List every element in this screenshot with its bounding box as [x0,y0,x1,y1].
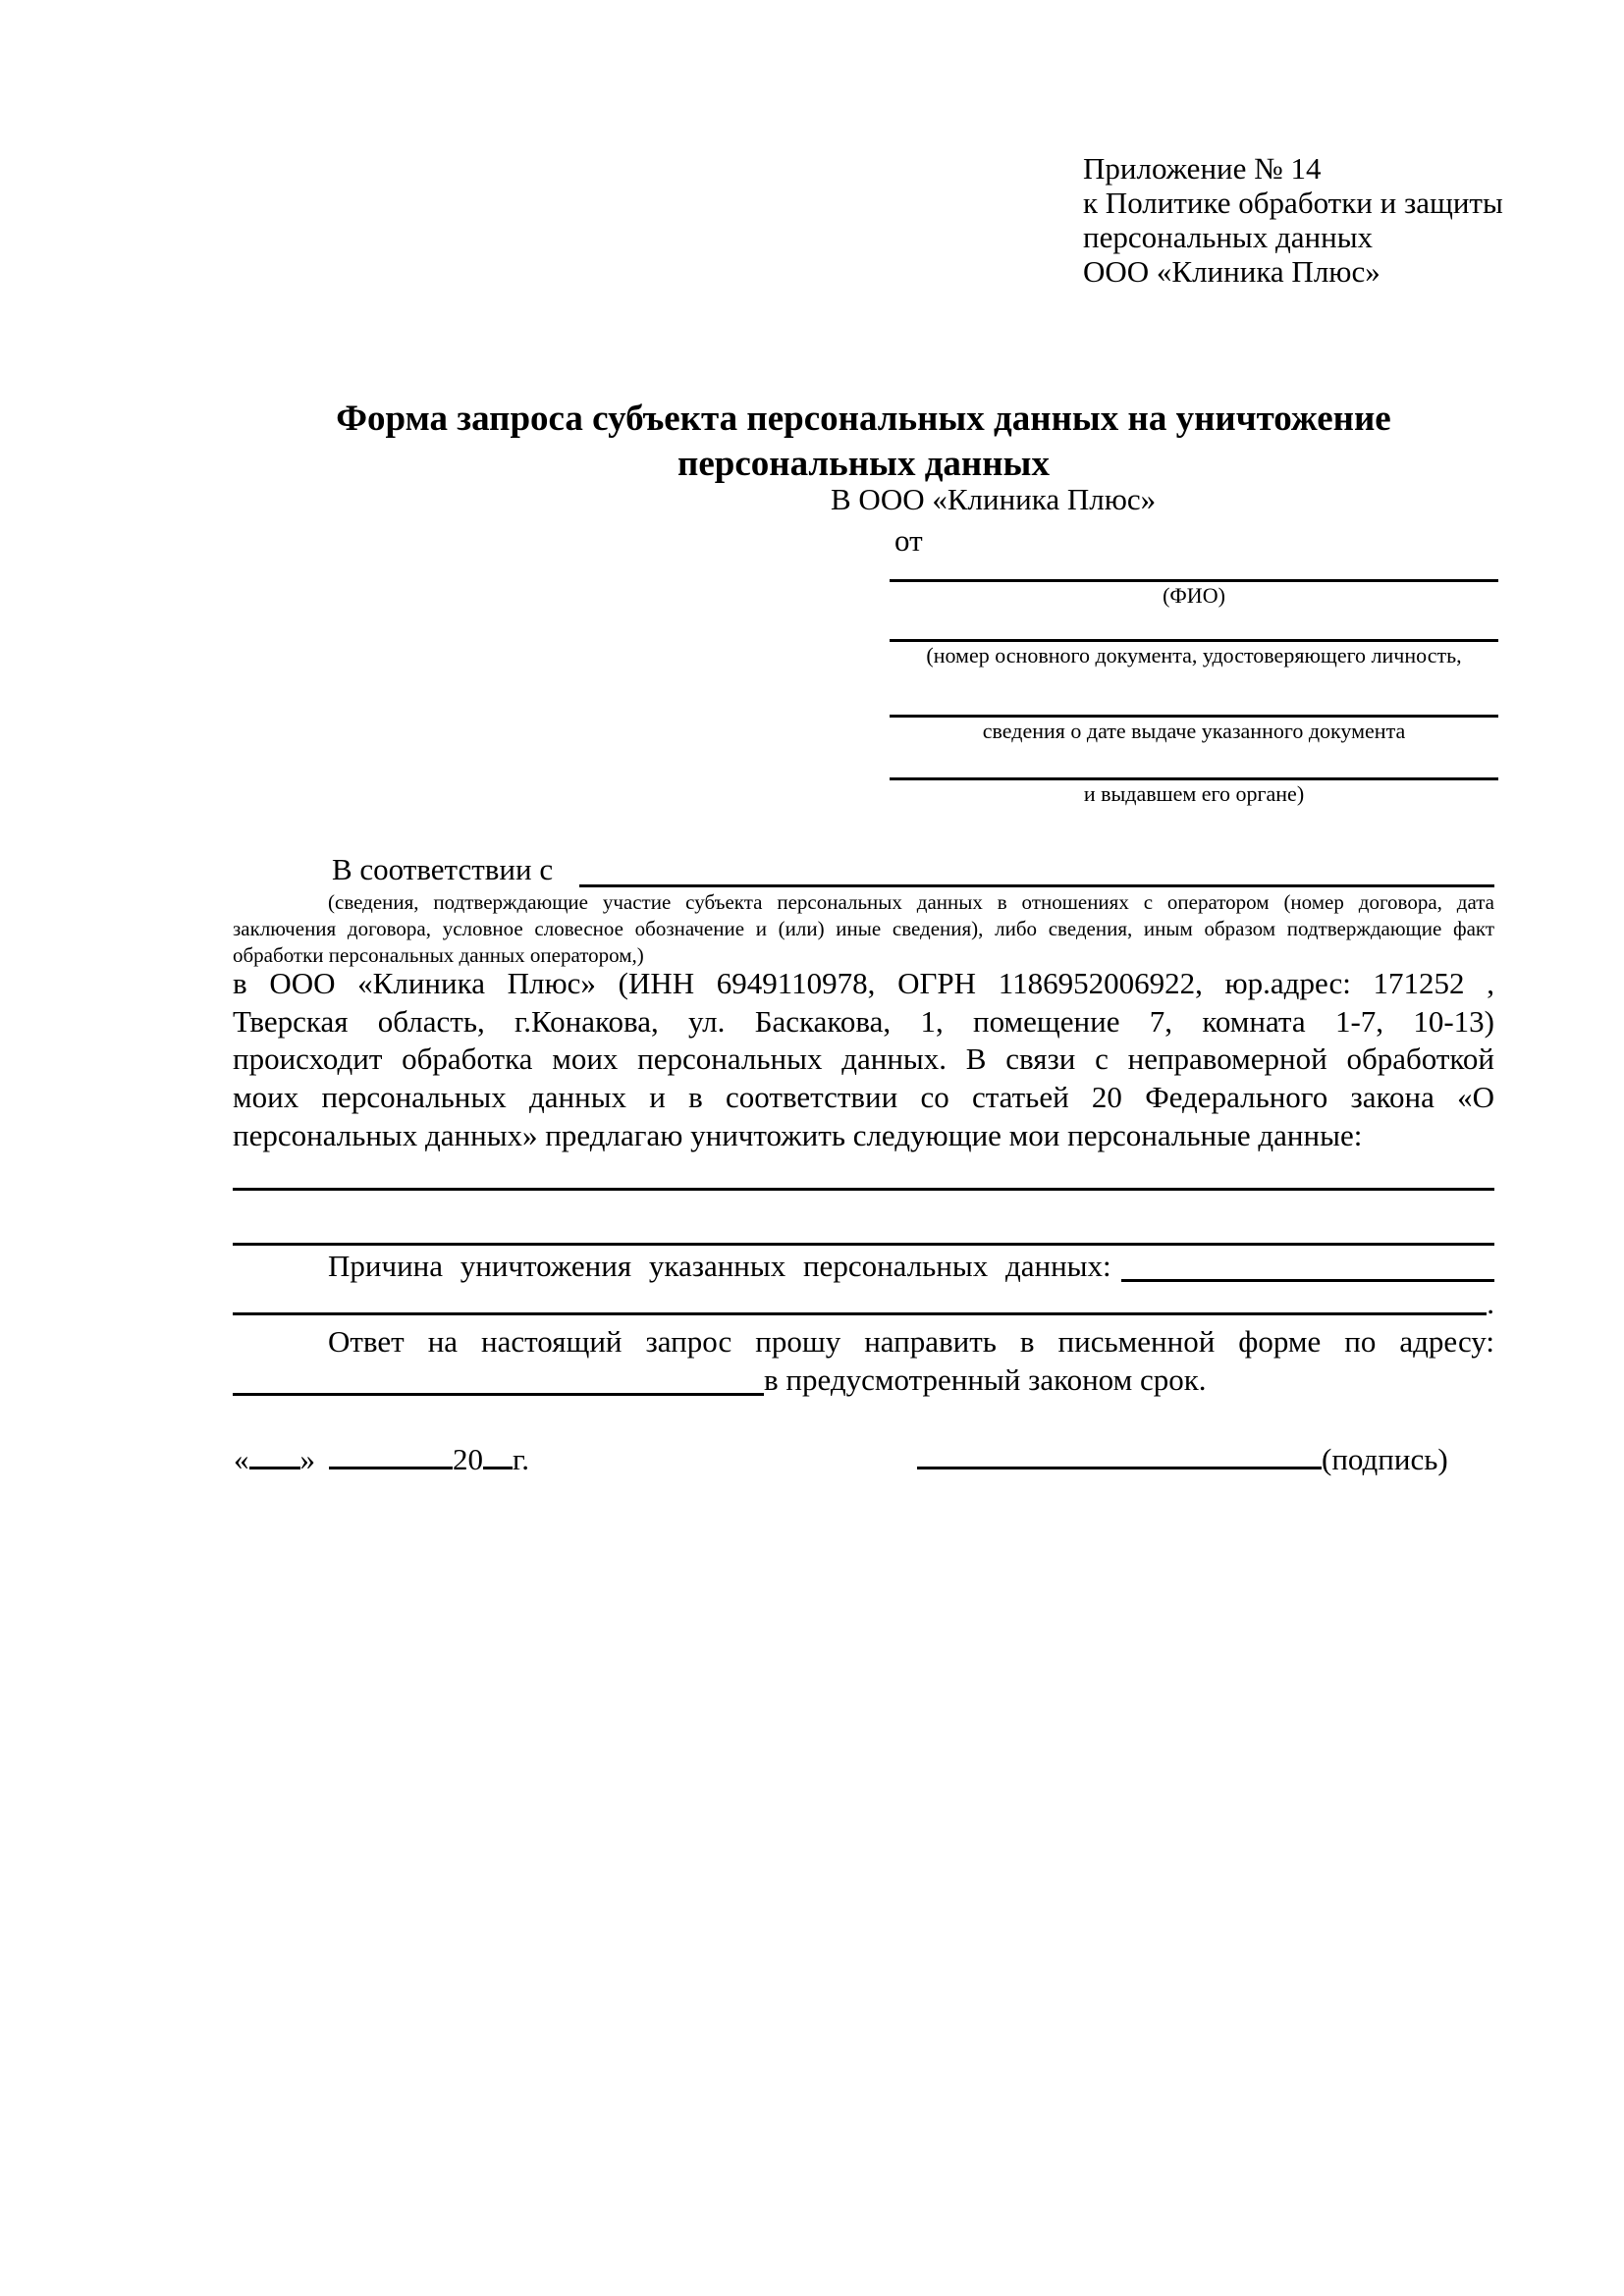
document-title [233,397,1494,487]
according-prefix: В соответствии с [332,852,554,886]
date-year-blank [483,1467,513,1469]
personal-data-blank-line-1 [233,1188,1494,1191]
document-title-line-2: персональных данных [677,444,1050,484]
according-blank-line [579,884,1494,887]
fio-caption: (ФИО) [1163,583,1225,608]
doc-number-blank-line [890,639,1498,642]
doc-issue-date-blank-line [890,715,1498,718]
date-line [234,1442,529,1477]
date-year-suffix: г. [513,1442,529,1476]
doc-number-caption: (номер основного документа, удостоверяющего личность, [926,643,1462,667]
signature-line [917,1442,1448,1477]
appendix-header-line-1: Приложение № 14 [1083,151,1322,186]
signature-caption: (подпись) [1322,1442,1448,1476]
doc-issuer-caption: и выдавшем его органе) [1083,781,1305,806]
date-month-blank [329,1467,453,1469]
body-line-4: моих персональных данных и в соответствии со статьей 20 Федерального закона «О [233,1080,1494,1115]
body-line-3: происходит обработка моих персональных данных. В связи с неправомерной обработкой [233,1041,1494,1077]
from-label: от [894,523,923,558]
appendix-header-line-2: к Политике обработки и защиты [1083,186,1503,220]
doc-issue-date-caption: сведения о дате выдаче указанного документа [982,719,1406,743]
sentence-period: . [1487,1286,1494,1320]
footnote-block [233,889,1494,969]
footnote-line-1: (сведения, подтверждающие участие субъекта персональных данных в отношениях с оператором (номер договора, дата [328,890,1494,914]
appendix-header-line-4: ООО «Клиника Плюс» [1083,254,1380,289]
fio-blank-line [890,579,1498,582]
addressee: В ООО «Клиника Плюс» [831,482,1157,516]
appendix-header-line-3: персональных данных [1083,220,1374,254]
reason-label: Причина уничтожения указанных персональных данных: [328,1249,1111,1283]
date-close-quote: » [299,1442,315,1476]
document-title-line-1: Форма запроса субъекта персональных данных на уничтожение [336,399,1391,439]
body-line-5: персональных данных» предлагаю уничтожить следующие мои персональные данные: [233,1117,1363,1152]
date-century: 20 [453,1442,483,1476]
reason-blank-line-2 [233,1282,1487,1315]
doc-issuer-blank-line [890,777,1498,780]
date-day-blank [249,1467,300,1469]
signature-blank [917,1467,1322,1469]
address-term-row [233,1362,1494,1402]
footnote-line-2: заключения договора, условное словесное обозначение и (или) иные сведения), либо сведения, иным образом подтверждающие факт [233,917,1494,940]
date-open-quote: « [234,1442,249,1476]
reason-blank-line [1121,1249,1494,1282]
footnote-line-3: обработки персональных данных оператором,) [233,943,644,967]
reason-continuation-row [233,1282,1494,1321]
body-line-2: Тверская область, г.Конакова, ул. Баскакова, 1, помещение 7, комната 1-7, 10-13) [233,1003,1494,1039]
body-line-1: в ООО «Клиника Плюс» (ИНН 6949110978, ОГРН 1186952006922, юр.адрес: 171252 , [233,966,1494,1000]
term-text: в предусмотренный законом срок. [764,1362,1207,1397]
appendix-header [1083,151,1503,289]
answer-request-line: Ответ на настоящий запрос прошу направить в письменной форме по адресу: [328,1324,1494,1359]
address-blank-line [233,1362,764,1396]
body-paragraph [233,965,1494,1155]
personal-data-blank-line-2 [233,1243,1494,1246]
